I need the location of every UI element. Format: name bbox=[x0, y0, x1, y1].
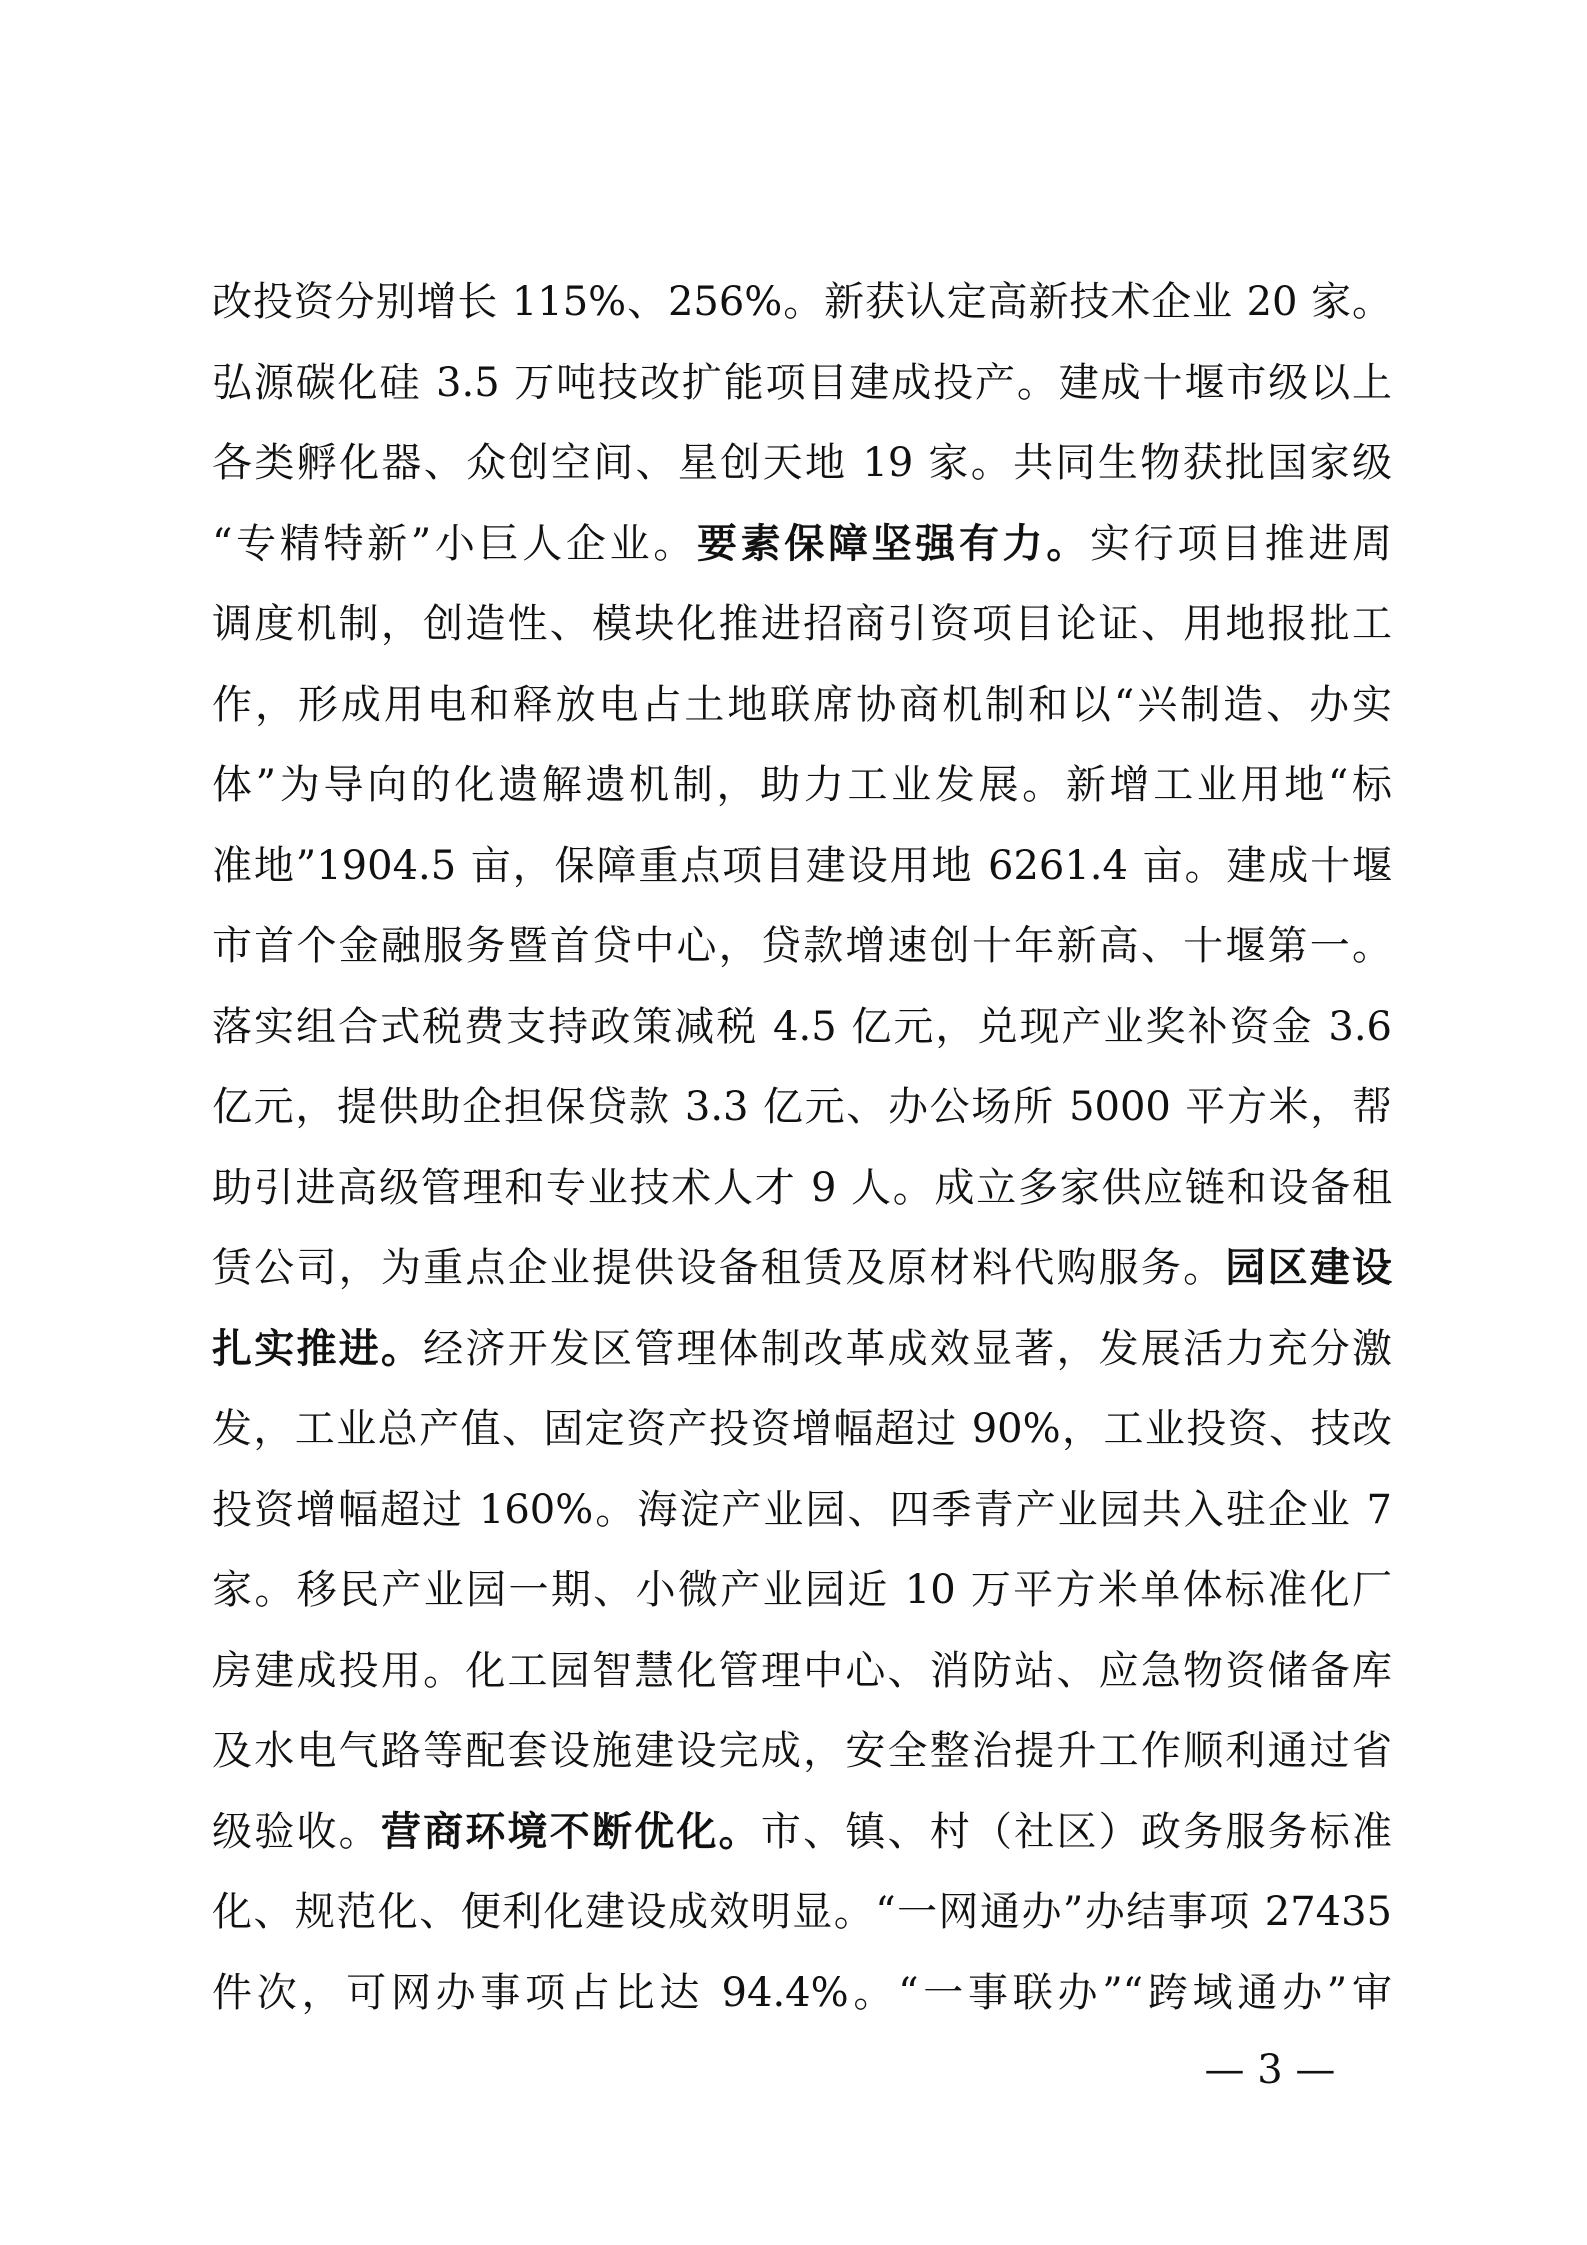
text-line bbox=[212, 665, 1392, 746]
text-line bbox=[212, 1228, 1392, 1309]
text-line bbox=[212, 1470, 1392, 1551]
bold-heading-text: 营商环境不断优化。 bbox=[380, 1807, 761, 1855]
text-segment: “专精特新”小巨人企业。 bbox=[212, 520, 697, 567]
text-line bbox=[212, 1792, 1392, 1873]
text-segment: 级验收。 bbox=[212, 1808, 381, 1855]
text-segment: 市、镇、村（社区）政务服务标准 bbox=[760, 1808, 1392, 1855]
text-segment: 落实组合式税费支持政策减税 4.5 亿元，兑现产业奖补资金 3.6 bbox=[212, 1003, 1392, 1050]
text-line bbox=[212, 343, 1392, 424]
text-line bbox=[212, 826, 1392, 907]
bold-heading-text: 扎实推进。 bbox=[212, 1324, 424, 1372]
text-segment: 助引进高级管理和专业技术人才 9 人。成立多家供应链和设备租 bbox=[212, 1164, 1392, 1211]
text-segment: 及水电气路等配套设施建设完成，安全整治提升工作顺利通过省 bbox=[212, 1728, 1392, 1774]
text-segment: 房建成投用。化工园智慧化管理中心、消防站、应急物资储备库 bbox=[212, 1647, 1392, 1694]
text-line bbox=[212, 1067, 1392, 1148]
text-segment: 发，工业总产值、固定资产投资增幅超过 90%，工业投资、技改 bbox=[212, 1406, 1392, 1452]
text-segment: 各类孵化器、众创空间、星创天地 19 家。共同生物获批国家级 bbox=[212, 440, 1392, 486]
text-line bbox=[212, 1309, 1392, 1390]
text-line bbox=[212, 1711, 1392, 1792]
text-segment: 亿元，提供助企担保贷款 3.3 亿元、办公场所 5000 平方米，帮 bbox=[212, 1084, 1392, 1130]
text-line bbox=[212, 1872, 1392, 1953]
bold-heading-text: 要素保障坚强有力。 bbox=[696, 519, 1090, 567]
text-line bbox=[212, 1148, 1392, 1229]
text-line bbox=[212, 423, 1392, 504]
text-line bbox=[212, 584, 1392, 665]
text-line bbox=[212, 987, 1392, 1068]
text-line bbox=[212, 1631, 1392, 1712]
text-line bbox=[212, 262, 1392, 343]
text-segment: 体”为导向的化遗解遗机制，助力工业发展。新增工业用地“标 bbox=[212, 762, 1392, 808]
text-segment: 调度机制，创造性、模块化推进招商引资项目论证、用地报批工 bbox=[212, 601, 1392, 647]
text-line bbox=[212, 1953, 1392, 2034]
text-segment: 件次，可网办事项占比达 94.4%。“一事联办”“跨域通办”审 bbox=[212, 1969, 1392, 2016]
bold-heading-text: 园区建设 bbox=[1225, 1244, 1392, 1291]
text-segment: 作，形成用电和释放电占土地联席协商机制和以“兴制造、办实 bbox=[212, 681, 1392, 728]
text-line bbox=[212, 906, 1392, 987]
text-segment: 化、规范化、便利化建设成效明显。“一网通办”办结事项 27435 bbox=[212, 1889, 1392, 1935]
text-line bbox=[212, 1550, 1392, 1631]
text-segment: 家。移民产业园一期、小微产业园近 10 万平方米单体标准化厂 bbox=[212, 1567, 1392, 1613]
text-segment: 改投资分别增长 115%、256%。新获认定高新技术企业 20 家。 bbox=[212, 279, 1392, 325]
text-line bbox=[212, 745, 1392, 826]
text-segment: 弘源碳化硅 3.5 万吨技改扩能项目建成投产。建成十堰市级以上 bbox=[212, 359, 1392, 406]
text-segment: 实行项目推进周 bbox=[1089, 520, 1392, 567]
text-segment: 投资增幅超过 160%。海淀产业园、四季青产业园共入驻企业 7 bbox=[212, 1486, 1392, 1533]
text-segment: 准地”1904.5 亩，保障重点项目建设用地 6261.4 亩。建成十堰 bbox=[212, 842, 1392, 889]
body-text bbox=[212, 262, 1392, 2033]
text-segment: 经济开发区管理体制改革成效显著，发展活力充分激 bbox=[423, 1325, 1392, 1372]
text-segment: 市首个金融服务暨首贷中心，贷款增速创十年新高、十堰第一。 bbox=[212, 923, 1392, 969]
text-line bbox=[212, 1389, 1392, 1470]
page-number: — 3 — bbox=[1204, 2047, 1336, 2093]
text-line bbox=[212, 504, 1392, 585]
text-segment: 赁公司，为重点企业提供设备租赁及原材料代购服务。 bbox=[212, 1245, 1226, 1291]
